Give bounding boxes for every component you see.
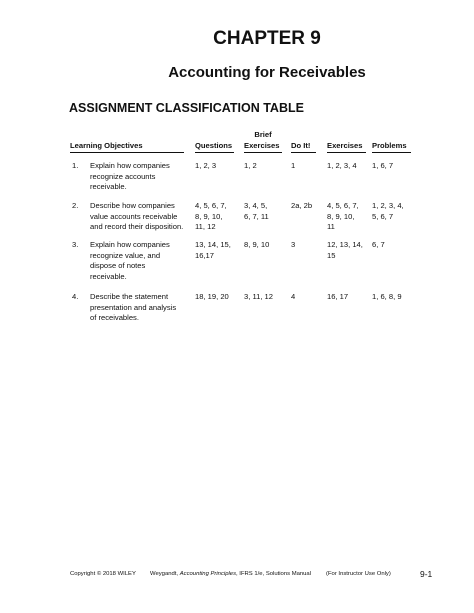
header-brief-top: Brief [254, 130, 272, 139]
row-number: 4. [72, 292, 79, 301]
questions-cell: 18, 19, 20 [195, 292, 229, 301]
problems-cell: 6, 7 [372, 240, 385, 249]
header-questions: Questions [195, 141, 234, 153]
questions-cell: 1, 2, 3 [195, 161, 217, 170]
footer-citation [150, 571, 311, 577]
do-it-cell: 4 [291, 292, 296, 301]
do-it-cell: 3 [291, 240, 296, 249]
brief-exercises-cell: 3, 11, 12 [244, 292, 273, 301]
header-do-it: Do It! [291, 141, 316, 153]
section-title: ASSIGNMENT CLASSIFICATION TABLE [69, 101, 304, 115]
header-brief-exercises: Exercises [244, 141, 282, 153]
learning-objective: Explain how companies recognize accounts receivable. [90, 161, 170, 192]
chapter-subtitle: Accounting for Receivables [168, 64, 366, 81]
footer-author: Weygandt, [150, 571, 180, 577]
row-number: 2. [72, 201, 79, 210]
do-it-cell: 2a, 2b [291, 201, 313, 210]
exercises-cell: 1, 2, 3, 4 [327, 161, 357, 170]
row-number: 3. [72, 240, 79, 249]
problems-cell: 1, 6, 8, 9 [372, 292, 402, 301]
questions-cell: 4, 5, 6, 7, 8, 9, 10, 11, 12 [195, 201, 227, 232]
header-learning-objectives: Learning Objectives [70, 141, 184, 153]
problems-cell: 1, 2, 3, 4, 5, 6, 7 [372, 201, 404, 221]
header-exercises: Exercises [327, 141, 366, 153]
header-problems: Problems [372, 141, 411, 153]
exercises-cell: 16, 17 [327, 292, 349, 301]
footer-usage: (For Instructor Use Only) [326, 571, 391, 577]
exercises-cell: 12, 13, 14, 15 [327, 240, 363, 260]
brief-exercises-cell: 8, 9, 10 [244, 240, 270, 249]
exercises-cell: 4, 5, 6, 7, 8, 9, 10, 11 [327, 201, 359, 232]
row-number: 1. [72, 161, 79, 170]
brief-exercises-cell: 1, 2 [244, 161, 257, 170]
learning-objective: Explain how companies recognize value, and dispose of notes receivable. [90, 240, 170, 281]
footer-book-title: Accounting Principles [179, 571, 237, 577]
do-it-cell: 1 [291, 161, 296, 170]
questions-cell: 13, 14, 15, 16,17 [195, 240, 231, 260]
learning-objective: Describe the statement presentation and analysis of receivables. [90, 292, 177, 323]
page-number: 9-1 [420, 569, 433, 579]
footer-edition: , IFRS 1/e, Solutions Manual [236, 571, 312, 577]
learning-objective: Describe how companies value accounts receivable and record their disposition. [90, 201, 184, 232]
footer-copyright: Copyright © 2018 WILEY [70, 571, 136, 577]
chapter-heading: CHAPTER 9 [213, 28, 321, 49]
brief-exercises-cell: 3, 4, 5, 6, 7, 11 [244, 201, 269, 221]
problems-cell: 1, 6, 7 [372, 161, 394, 170]
